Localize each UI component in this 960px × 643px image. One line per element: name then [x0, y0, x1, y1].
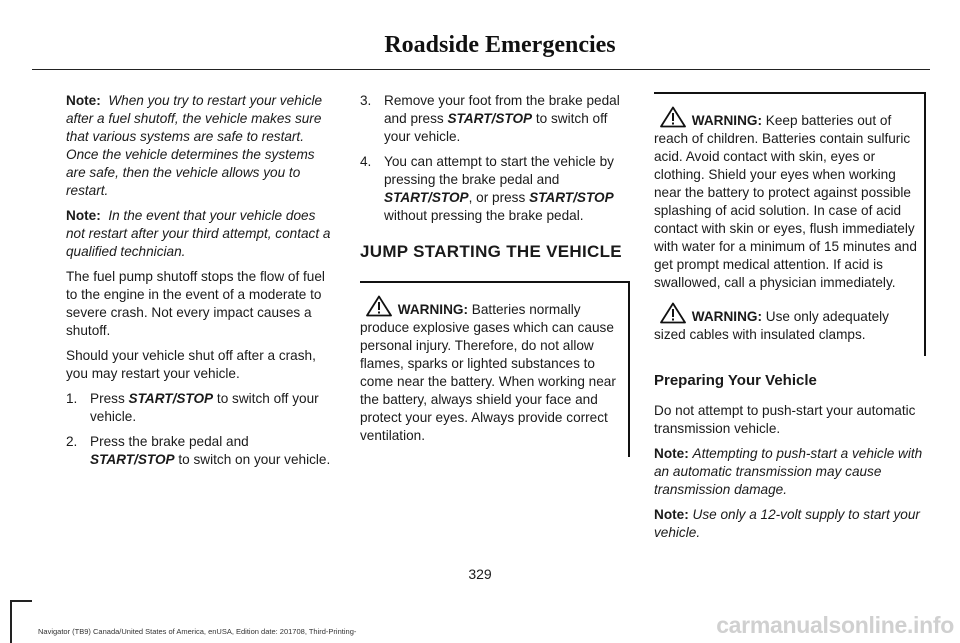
crop-mark	[10, 600, 12, 643]
step-text: Press	[90, 391, 125, 406]
note-label: Note:	[66, 93, 101, 108]
header-rule	[32, 69, 930, 70]
step-number: 3.	[360, 93, 372, 108]
warning-text: Use only adequately sized cables with insulated clamps.	[654, 309, 889, 342]
step-text: to switch on your vehicle.	[178, 452, 331, 467]
warning-triangle-icon	[660, 106, 686, 128]
steps-list	[66, 390, 336, 469]
start-stop-key: START/STOP	[128, 391, 214, 406]
subsection-heading: Preparing Your Vehicle	[654, 372, 817, 389]
column-1	[66, 92, 336, 476]
warning-explosive-gases	[360, 295, 624, 445]
step-number: 4.	[360, 154, 372, 169]
note-technician	[66, 207, 336, 261]
step-text: Press the brake pedal and	[90, 434, 249, 449]
list-item	[66, 390, 336, 426]
paragraph-fuel-pump: The fuel pump shutoff stops the flow of fuel to the engine in the event of a moderate to severe crash. Not every impact causes a shutoff.	[66, 269, 325, 338]
start-stop-key: START/STOP	[529, 190, 614, 205]
step-number: 1.	[66, 391, 78, 406]
warning-cables	[654, 302, 920, 344]
list-item	[66, 433, 336, 469]
start-stop-key: START/STOP	[447, 111, 533, 126]
step-text: without pressing the brake pedal.	[384, 208, 584, 223]
note-text: When you try to restart your vehicle after a fuel shutoff, the vehicle makes sure that various systems are safe to restart. Once the vehicle determines the systems are safe, then the vehicle allows you to restart.	[66, 93, 323, 198]
start-stop-key: START/STOP	[90, 452, 175, 467]
page-number: 329	[468, 566, 492, 582]
warning-box	[360, 281, 630, 457]
list-item	[360, 92, 630, 146]
note-transmission	[654, 445, 926, 499]
paragraph-restart: Should your vehicle shut off after a crash, you may restart your vehicle.	[66, 348, 316, 381]
crop-mark	[10, 600, 32, 602]
note-label: Note:	[654, 507, 689, 522]
column-3	[654, 92, 926, 549]
paragraph-push-start: Do not attempt to push-start your automatic transmission vehicle.	[654, 403, 916, 436]
watermark: carmanualsonline.info	[716, 612, 954, 638]
step-text: , or press	[468, 190, 526, 205]
step-text: to switch off your vehicle.	[384, 111, 608, 144]
note-label: Note:	[66, 208, 101, 223]
warning-children	[654, 106, 920, 292]
warning-label: WARNING:	[397, 302, 469, 317]
note-text: In the event that your vehicle does not restart after your third attempt, contact a qualified technician.	[66, 208, 331, 259]
step-number: 2.	[66, 434, 78, 449]
warning-label: WARNING:	[691, 309, 763, 324]
warning-text: Batteries normally produce explosive gases which can cause personal injury. Therefore, do not allow flames, sparks or lighted substances to come near the battery. When working near the battery, always shield your face and protect your eyes. Always provide correct ventilation.	[360, 302, 616, 443]
warning-triangle-icon	[366, 295, 392, 317]
warning-box	[654, 92, 926, 356]
step-text: Remove your foot from the brake pedal and press	[384, 93, 620, 126]
note-text: Use only a 12-volt supply to start your vehicle.	[654, 507, 920, 540]
warning-triangle-icon	[660, 302, 686, 324]
step-text: to switch off your vehicle.	[90, 391, 319, 424]
column-2	[360, 92, 630, 457]
note-text: Attempting to push-start a vehicle with an automatic transmission may cause transmission damage.	[654, 446, 923, 497]
note-12-volt	[654, 506, 926, 542]
page-title: Roadside Emergencies	[384, 32, 616, 58]
note-restart	[66, 92, 336, 200]
warning-text: Keep batteries out of reach of children. Batteries contain sulfuric acid. Avoid contact with skin, eyes or clothing. Shield your eyes when working near the battery to protect against possible splashing of acid solution. In case of acid contact with skin or eyes, flush immediately with water for a minimum of 15 minutes and get prompt medical attention. If acid is swallowed, call a physician immediately.	[654, 113, 917, 290]
note-label: Note:	[654, 446, 689, 461]
edition-footer: Navigator (TB9) Canada/United States of America, enUSA, Edition date: 201708, Third-Printing-	[38, 627, 357, 636]
start-stop-key: START/STOP	[384, 190, 469, 205]
warning-label: WARNING:	[691, 113, 763, 128]
section-heading: JUMP STARTING THE VEHICLE	[360, 242, 622, 261]
list-item	[360, 153, 630, 225]
steps-list	[360, 92, 630, 225]
step-text: You can attempt to start the vehicle by pressing the brake pedal and	[384, 154, 614, 187]
